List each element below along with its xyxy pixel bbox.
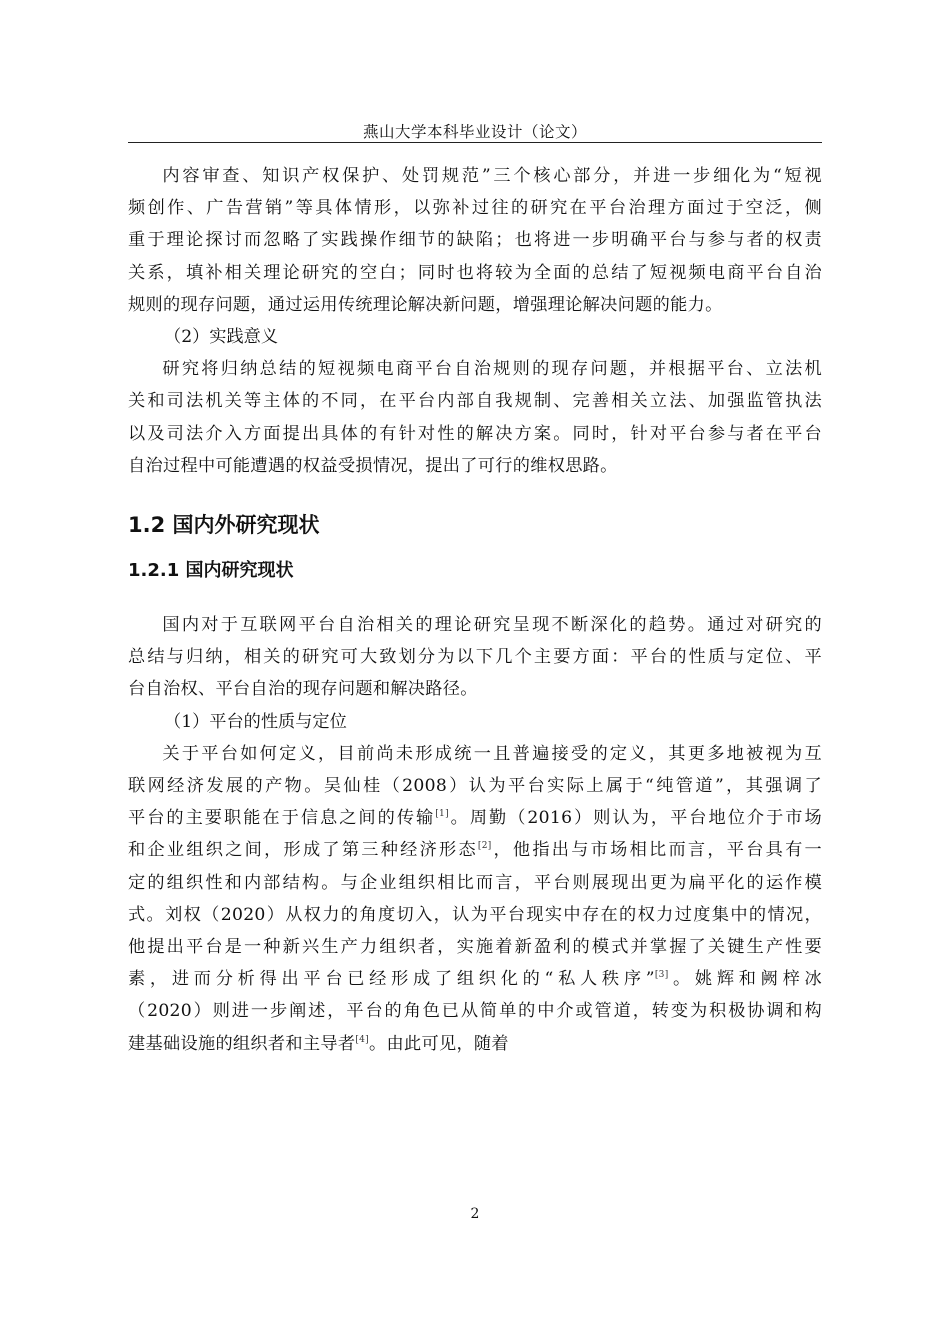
text-line <box>128 802 822 834</box>
text-line <box>128 834 822 866</box>
text-line: 重于理论探讨而忽略了实践操作细节的缺陷；也将进一步明确平台与参与者的权责 <box>128 230 822 251</box>
text-segment: 。周勤（2016）则认为，平台地位介于市场 <box>448 808 822 829</box>
text-segment: 建基础设施的组织者和主导者 <box>128 1033 356 1054</box>
subsection-heading: 1.2.1 国内研究现状 <box>128 560 294 582</box>
text-line: 以及司法介入方面提出具体的有针对性的解决方案。同时，针对平台参与者在平台 <box>128 423 822 444</box>
text-line: （2020）则进一步阐述，平台的角色已从简单的中介或管道，转变为积极协调和构 <box>128 1001 822 1022</box>
citation-ref[interactable]: [1] <box>435 809 449 820</box>
section-heading: 1.2 国内外研究现状 <box>128 513 320 538</box>
text-line <box>128 1028 822 1060</box>
text-line: 联网经济发展的产物。吴仙桂（2008）认为平台实际上属于“纯管道”，其强调了 <box>128 776 822 797</box>
text-line: 自治过程中可能遭遇的权益受损情况，提出了可行的维权思路。 <box>128 455 618 476</box>
text-line: 他提出平台是一种新兴生产力组织者，实施着新盈利的模式并掌握了关键生产性要 <box>128 937 822 958</box>
page-body <box>128 160 822 1060</box>
paragraph-platform-nature <box>128 738 822 1060</box>
text-segment: 。由此可见，随着 <box>369 1033 509 1054</box>
paragraph-practical-significance <box>128 353 822 482</box>
paragraph-domestic-research <box>128 609 822 706</box>
text-line: 关于平台如何定义，目前尚未形成统一且普遍接受的定义，其更多地被视为互 <box>162 743 822 764</box>
citation-ref[interactable]: [2] <box>477 841 492 852</box>
citation-ref[interactable]: [3] <box>654 970 669 981</box>
text-line: 研究将归纳总结的短视频电商平台自治规则的现存问题，并根据平台、立法机 <box>162 359 822 380</box>
platform-nature-heading: （1）平台的性质与定位 <box>164 711 347 732</box>
text-line: 式。刘权（2020）从权力的角度切入，认为平台现实中存在的权力过度集中的情况， <box>128 904 822 925</box>
header-rule <box>128 142 822 143</box>
text-line: 频创作、广告营销”等具体情形，以弥补过往的研究在平台治理方面过于空泛，侧 <box>128 198 822 219</box>
text-segment: 和企业组织之间，形成了第三种经济形态 <box>128 840 478 861</box>
text-line <box>128 963 822 995</box>
text-line: 总结与归纳，相关的研究可大致划分为以下几个主要方面：平台的性质与定位、平 <box>128 647 822 668</box>
text-line: 定的组织性和内部结构。与企业组织相比而言，平台则展现出更为扁平化的运作模 <box>128 872 822 893</box>
text-line: 关和司法机关等主体的不同，在平台内部自我规制、完善相关立法、加强监管执法 <box>128 391 822 412</box>
text-segment: 。姚辉和阙梓冰 <box>668 969 823 990</box>
text-segment: ，他指出与市场相比而言，平台具有一 <box>491 840 822 861</box>
practice-significance-heading: （2）实践意义 <box>164 327 279 348</box>
paragraph-theoretical-significance <box>128 160 822 321</box>
text-segment: 素，进而分析得出平台已经形成了组织化的“私人秩序” <box>128 969 655 990</box>
text-line: 内容审查、知识产权保护、处罚规范”三个核心部分，并进一步细化为“短视 <box>162 166 822 186</box>
text-segment: 平台的主要职能在于信息之间的传输 <box>128 808 436 829</box>
text-line: 规则的现存问题，通过运用传统理论解决新问题，增强理论解决问题的能力。 <box>128 294 723 315</box>
page-header: 燕山大学本科毕业设计（论文） <box>362 123 587 141</box>
text-line: 国内对于互联网平台自治相关的理论研究呈现不断深化的趋势。通过对研究的 <box>162 615 822 636</box>
text-line: 关系，填补相关理论研究的空白；同时也将较为全面的总结了短视频电商平台自治 <box>128 262 822 283</box>
page-number: 2 <box>470 1206 480 1222</box>
text-line: 台自治权、平台自治的现存问题和解决路径。 <box>128 679 478 700</box>
citation-ref[interactable]: [4] <box>355 1034 369 1045</box>
